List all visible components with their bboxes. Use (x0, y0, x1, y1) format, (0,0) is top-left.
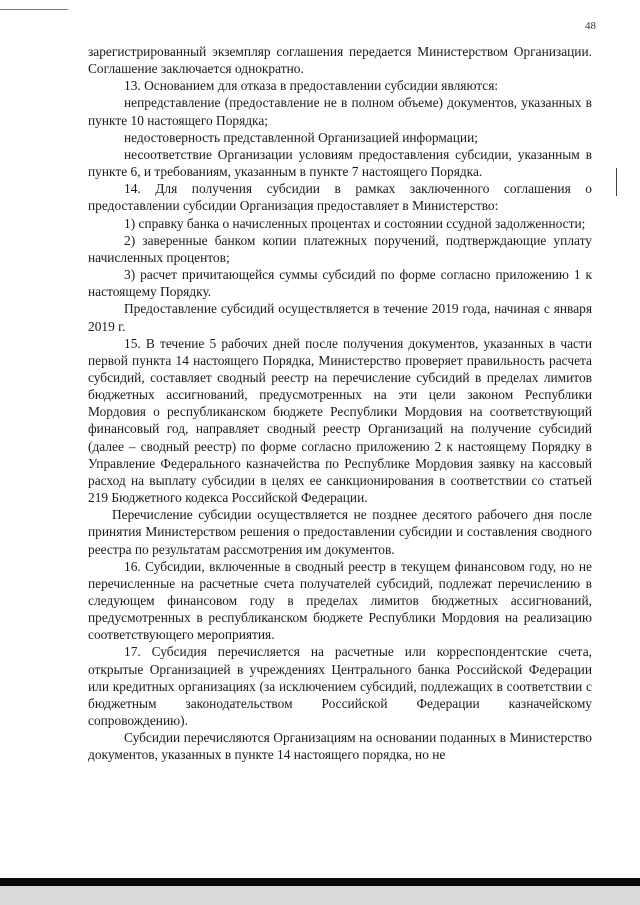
paragraph: недостоверность представленной Организацией информации; (124, 129, 478, 145)
paragraph: 2) заверенные банком копии платежных поручений, подтверждающие уплату начисленных процентов; (88, 232, 592, 265)
scan-bottom-margin (0, 886, 640, 905)
paragraph: несоответствие Организации условиям предоставления субсидии, указанным в пункте 6, и требованиям, указанным в пункте 7 настоящего Порядка. (88, 146, 592, 180)
paragraph: 14. Для получения субсидии в рамках заключенного соглашения о предоставлении субсидии Организация предоставляет в Министерство: (88, 181, 592, 214)
paragraph: Перечисление субсидии осуществляется не позднее десятого рабочего дня после принятия Министерством решения о предоставлении субсидии и составления сводного реестра по результатам рассмотрения им документов. (88, 507, 592, 557)
paragraph: 16. Субсидии, включенные в сводный реестр в текущем финансовом году, но не перечисленные на расчетные счета получателей субсидий, подлежат перечислению в следующем финансовом году в пределах лимитов бюджетных ассигнований, предусмотренных в республиканском бюджете Республики Мордовия на реализацию соответствующего мероприятия. (88, 558, 592, 643)
paragraph: 1) справку банка о начисленных процентах и состоянии ссудной задолженности; (124, 215, 586, 231)
margin-mark (616, 168, 617, 196)
scan-bottom-bar (0, 878, 640, 886)
paragraph: 17. Субсидия перечисляется на расчетные или корреспондентские счета, открытые Организацией в учреждениях Центрального банка Российской Федерации или кредитных организациях (за исключением субсидий, подлежащих в соответствии с бюджетным законодательством Российской Федерации казначейскому сопровождению). (88, 644, 592, 729)
document-body (88, 43, 592, 764)
paragraph: 15. В течение 5 рабочих дней после получения документов, указанных в части первой пункта 14 настоящего Порядка, Министерство проверяет правильность расчета субсидий, составляет сводный реестр на перечисление субсидий в пределах лимитов бюджетных ассигнований, предусмотренных на эти цели законом Республики Мордовия о республиканском бюджете Республики Мордовия на соответствующий финансовый год, направляет сводный реестр Организаций на получение субсидий (далее – сводный реестр) по форме согласно приложению 2 к настоящему Порядку в Управление Федерального казначейства по Республике Мордовия заявку на кассовый расход на выплату субсидии в целях ее санкционирования в соответствии со статьей 219 Бюджетного кодекса Российской Федерации. (88, 335, 592, 506)
paragraph: 3) расчет причитающейся суммы субсидий по форме согласно приложению 1 к настоящему Порядку. (88, 267, 592, 300)
paragraph: 13. Основанием для отказа в предоставлении субсидии являются: (124, 78, 499, 94)
page-number: 48 (585, 20, 596, 32)
paragraph: Предоставление субсидий осуществляется в течение 2019 года, начиная с января 2019 г. (88, 301, 592, 334)
paragraph: Субсидии перечисляются Организациям на основании поданных в Министерство документов, указанных в пункте 14 настоящего порядка, но не (88, 730, 592, 763)
paragraph: зарегистрированный экземпляр соглашения передается Министерством Организации. Соглашение заключается однократно. (88, 44, 592, 77)
top-scan-rule (0, 9, 68, 10)
paragraph: непредставление (предоставление не в полном объеме) документов, указанных в пункте 10 настоящего Порядка; (88, 95, 592, 128)
